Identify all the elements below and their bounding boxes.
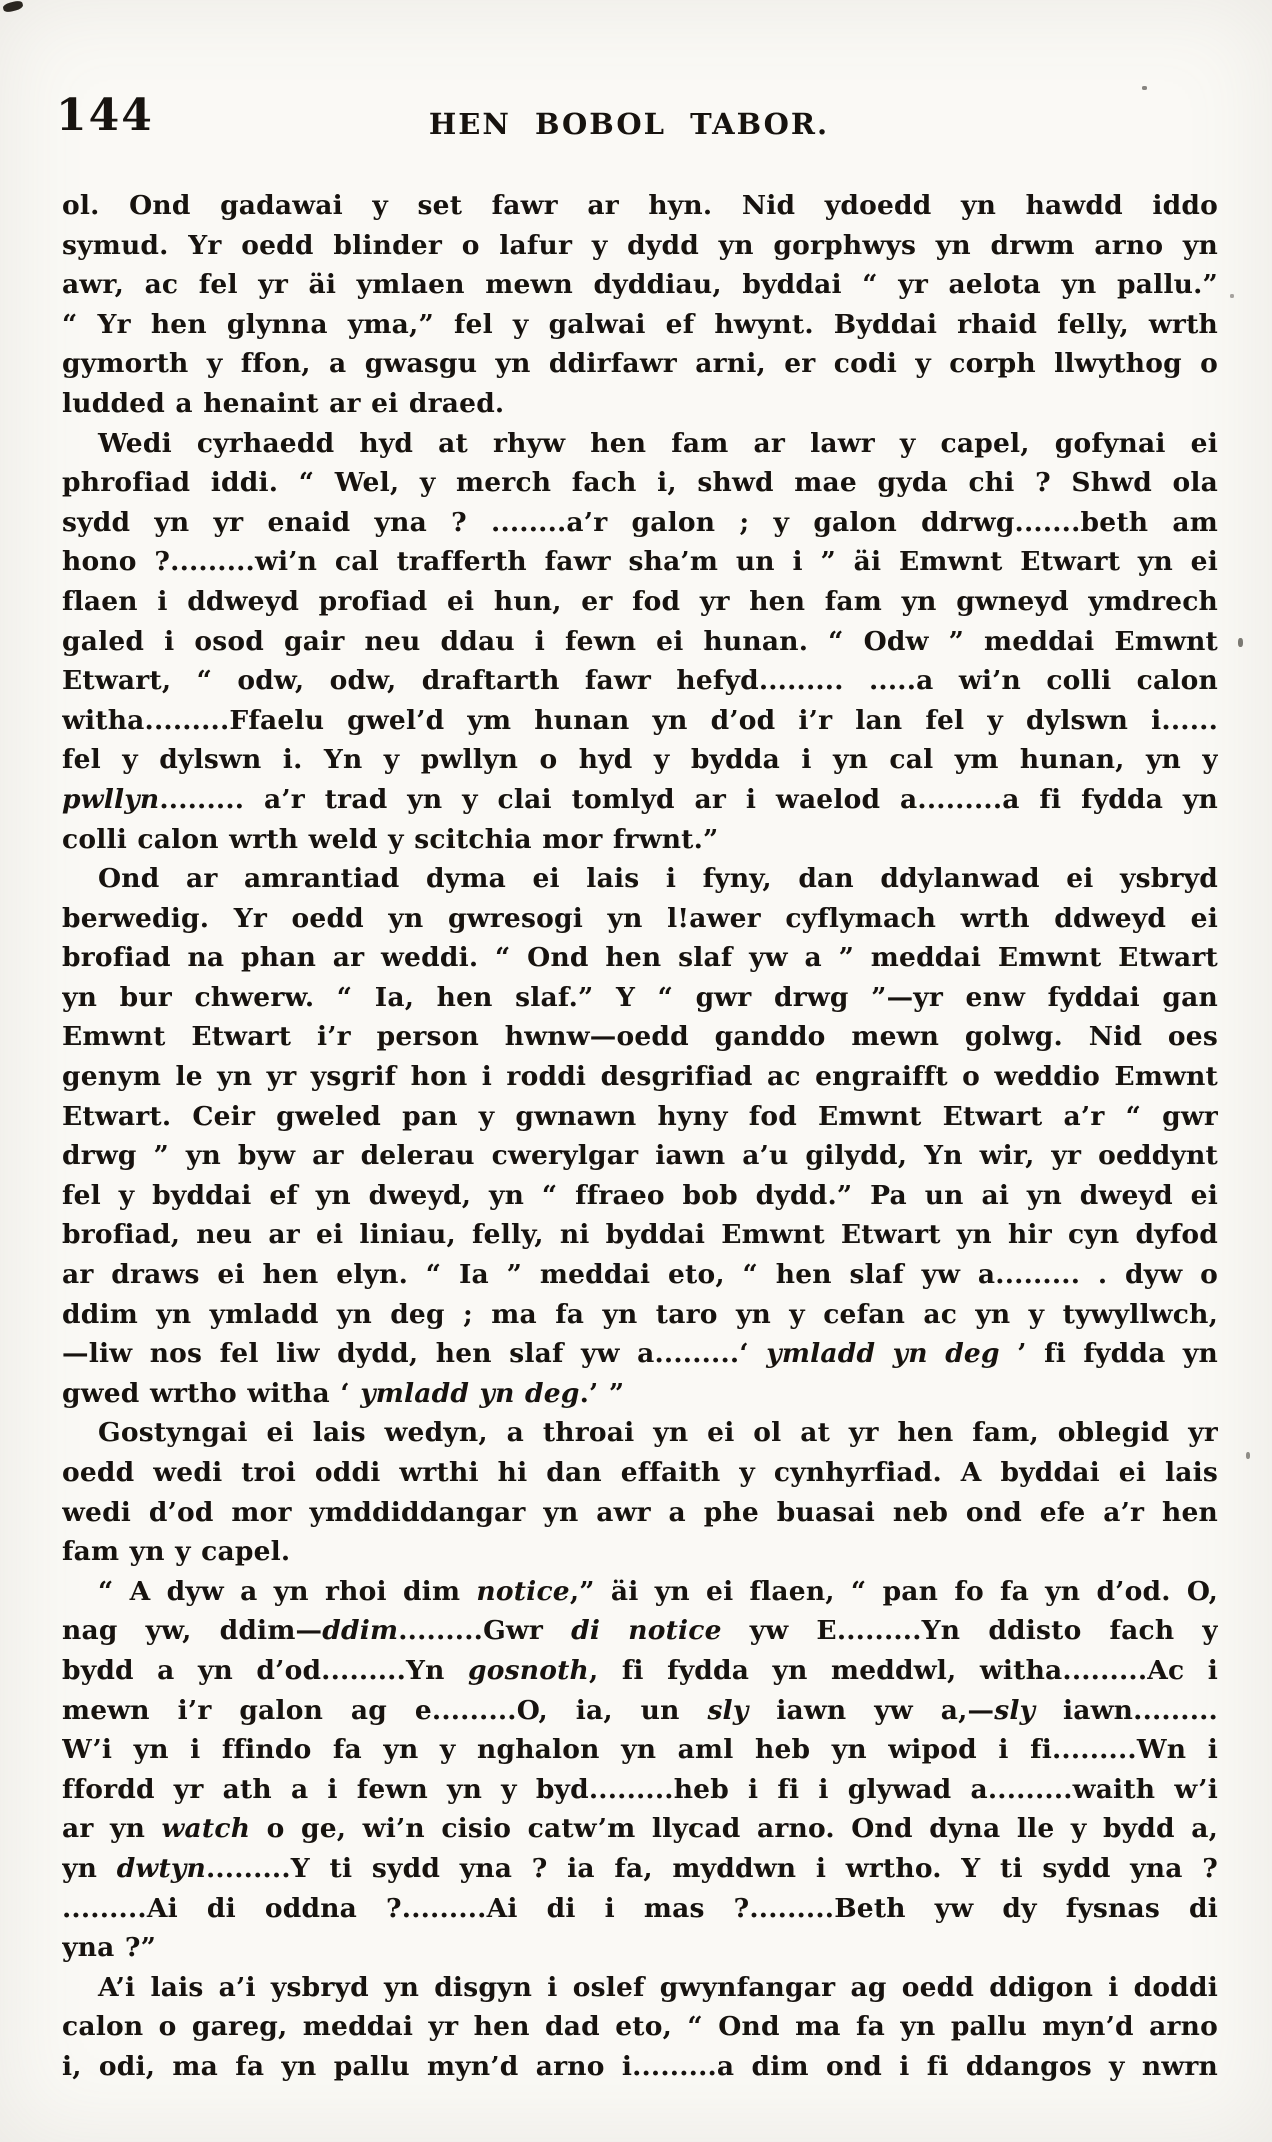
- text-run: galed i osod gair neu ddau i fewn ei hunan. “ Odw ” meddai Emwnt: [62, 625, 1218, 657]
- text-run: genym le yn yr ysgrif hon i roddi desgrifiad ac engraifft o weddio Emwnt: [62, 1061, 1218, 1093]
- text-line: [62, 1928, 1218, 1968]
- text-run: o ge, wi’n cisio catw’m llycad arno. Ond dyna lle y bydd a,: [250, 1813, 1218, 1845]
- text-line: [62, 622, 1218, 662]
- page-header: [0, 0, 1272, 170]
- italic-phrase: ymladd yn deg: [360, 1377, 580, 1409]
- text-run: ......... a’r trad yn y clai tomlyd ar i waelod a.........a fi fydda yn: [159, 783, 1218, 815]
- text-run: Emwnt Etwart i’r person hwnw—oedd ganddo mewn golwg. Nid oes: [62, 1021, 1218, 1053]
- text-line: [62, 780, 1218, 820]
- text-run: flaen i ddweyd profiad ei hun, er fod yr hen fam yn gwneyd ymdrech: [62, 585, 1218, 617]
- text-run: .........Ai di oddna ?.........Ai di i mas ?.........Beth yw dy fysnas di: [62, 1892, 1218, 1924]
- text-line: [62, 2047, 1218, 2087]
- text-run: .........Gwr: [398, 1615, 572, 1647]
- text-line: [62, 503, 1218, 543]
- italic-phrase: sly: [994, 1694, 1036, 1726]
- text-line: [62, 1730, 1218, 1770]
- text-line: [62, 899, 1218, 939]
- text-line: [62, 542, 1218, 582]
- text-line: [62, 265, 1218, 305]
- scan-speck: [1246, 1452, 1250, 1459]
- italic-phrase: notice: [476, 1575, 570, 1607]
- text-run: .’ ”: [579, 1377, 625, 1409]
- text-run: ar yn: [62, 1813, 162, 1845]
- text-run: witha.........Ffaelu gwel’d ym hunan yn d’od i’r lan fel y dylswn i......: [62, 704, 1218, 736]
- text-run: fel y dylswn i. Yn y pwllyn o hyd y bydda i yn cal ym hunan, yn y: [62, 744, 1218, 776]
- text-line: [62, 1215, 1218, 1255]
- text-line: [62, 1017, 1218, 1057]
- text-line: [62, 582, 1218, 622]
- text-run: “ A dyw a yn rhoi dim: [98, 1575, 477, 1607]
- text-line: [62, 463, 1218, 503]
- text-line: [62, 978, 1218, 1018]
- page-text: [62, 186, 1218, 2087]
- text-run: i, odi, ma fa yn pallu myn’d arno i.........a dim ond i fi ddangos y nwrn: [62, 2050, 1218, 2082]
- text-run: fel y byddai ef yn dweyd, yn “ ffraeo bob dydd.” Pa un ai yn dweyd ei: [62, 1179, 1218, 1211]
- text-line: [62, 1651, 1218, 1691]
- text-line: [62, 1136, 1218, 1176]
- text-run: bydd a yn d’od.........Yn: [62, 1654, 469, 1686]
- text-run: A’i lais a’i ysbryd yn disgyn i oslef gwynfangar ag oedd ddigon i doddi: [98, 1971, 1218, 2003]
- folio-number: 144: [56, 90, 154, 141]
- italic-phrase: ddim: [322, 1615, 399, 1647]
- text-run: brofiad, neu ar ei liniau, felly, ni byddai Emwnt Etwart yn hir cyn dyfod: [62, 1219, 1218, 1251]
- text-line: [62, 1611, 1218, 1651]
- text-run: ffordd yr ath a i fewn yn y byd.........heb i fi i glywad a.........waith w’i: [62, 1773, 1218, 1805]
- text-run: hono ?.........wi’n cal trafferth fawr sha’m un i ” äi Emwnt Etwart yn ei: [62, 546, 1218, 578]
- italic-phrase: ymladd yn deg: [766, 1338, 1000, 1370]
- text-line: [62, 1532, 1218, 1572]
- text-line: [62, 701, 1218, 741]
- text-run: yna ?”: [62, 1932, 157, 1964]
- text-run: calon o gareg, meddai yr hen dad eto, “ Ond ma fa yn pallu myn’d arno: [62, 2011, 1218, 2043]
- text-line: [62, 1889, 1218, 1929]
- text-line: [62, 1691, 1218, 1731]
- text-run: W’i yn i ffindo fa yn y nghalon yn aml heb yn wipod i fi.........Wn i: [62, 1734, 1218, 1766]
- text-run: mewn i’r galon ag e.........O, ia, un: [62, 1694, 708, 1726]
- text-run: fam yn y capel.: [62, 1536, 291, 1568]
- text-line: [62, 661, 1218, 701]
- text-run: ar draws ei hen elyn. “ Ia ” meddai eto, “ hen slaf yw a......... . dyw o: [62, 1259, 1218, 1291]
- text-run: Ond ar amrantiad dyma ei lais i fyny, dan ddylanwad ei ysbryd: [98, 863, 1218, 895]
- text-line: [62, 1809, 1218, 1849]
- text-run: nag yw, ddim—: [62, 1615, 323, 1647]
- text-line: [62, 820, 1218, 860]
- italic-phrase: gosnoth: [468, 1654, 589, 1686]
- text-run: symud. Yr oedd blinder o lafur y dydd yn gorphwys yn drwm arno yn: [62, 229, 1218, 261]
- text-line: [62, 1334, 1218, 1374]
- text-line: [62, 859, 1218, 899]
- text-run: yn bur chwerw. “ Ia, hen slaf.” Y “ gwr drwg ”—yr enw fyddai gan: [62, 981, 1218, 1013]
- scan-speck: [1230, 294, 1234, 298]
- text-run: Etwart. Ceir gweled pan y gwnawn hyny fod Emwnt Etwart a’r “ gwr: [62, 1100, 1218, 1132]
- italic-phrase: di notice: [571, 1615, 722, 1647]
- italic-phrase: dwtyn: [116, 1852, 206, 1884]
- text-line: [62, 1493, 1218, 1533]
- text-run: ludded a henaint ar ei draed.: [62, 387, 505, 419]
- text-line: [62, 186, 1218, 226]
- text-run: gwed wrtho witha ‘: [62, 1377, 361, 1409]
- text-run: berwedig. Yr oedd yn gwresogi yn l!awer cyflymach wrth ddweyd ei: [62, 902, 1218, 934]
- text-line: [62, 1295, 1218, 1335]
- text-run: ’ fi fydda yn: [999, 1338, 1218, 1370]
- text-line: [62, 1255, 1218, 1295]
- text-run: gymorth y ffon, a gwasgu yn ddirfawr arni, er codi y corph llwythog o: [62, 348, 1218, 380]
- text-line: [62, 305, 1218, 345]
- text-run: iawn.........: [1035, 1694, 1218, 1726]
- text-line: [62, 1453, 1218, 1493]
- text-line: [62, 1176, 1218, 1216]
- text-run: ol. Ond gadawai y set fawr ar hyn. Nid ydoedd yn hawdd iddo: [62, 190, 1218, 221]
- text-line: [62, 384, 1218, 424]
- text-run: phrofiad iddi. “ Wel, y merch fach i, shwd mae gyda chi ? Shwd ola: [62, 467, 1218, 499]
- text-run: —liw nos fel liw dydd, hen slaf yw a.........‘: [62, 1338, 767, 1370]
- text-run: ,” äi yn ei flaen, “ pan fo fa yn d’od. O,: [569, 1575, 1218, 1607]
- text-line: [62, 1097, 1218, 1137]
- text-run: sydd yn yr enaid yna ? ........a’r galon ; y galon ddrwg.......beth am: [62, 506, 1218, 538]
- text-line: [62, 1572, 1218, 1612]
- text-line: [62, 226, 1218, 266]
- text-run: colli calon wrth weld y scitchia mor frwnt.”: [62, 823, 719, 855]
- text-run: yn: [62, 1852, 117, 1884]
- text-line: [62, 344, 1218, 384]
- text-run: , fi fydda yn meddwl, witha.........Ac i: [589, 1654, 1218, 1686]
- italic-phrase: pwllyn: [62, 783, 160, 815]
- scan-speck: [1238, 638, 1243, 647]
- text-run: awr, ac fel yr äi ymlaen mewn dyddiau, byddai “ yr aelota yn pallu.”: [62, 269, 1218, 301]
- text-run: ddim yn ymladd yn deg ; ma fa yn taro yn y cefan ac yn y tywyllwch,: [62, 1298, 1218, 1330]
- text-line: [62, 1968, 1218, 2008]
- text-run: Wedi cyrhaedd hyd at rhyw hen fam ar lawr y capel, gofynai ei: [98, 427, 1218, 459]
- text-line: [62, 1849, 1218, 1889]
- text-line: [62, 424, 1218, 464]
- italic-phrase: watch: [161, 1813, 251, 1845]
- text-run: wedi d’od mor ymddiddangar yn awr a phe buasai neb ond efe a’r hen: [62, 1496, 1218, 1528]
- text-run: oedd wedi troi oddi wrthi hi dan effaith y cynhyrfiad. A byddai ei lais: [62, 1457, 1218, 1488]
- text-run: yw E.........Yn ddisto fach y: [721, 1615, 1218, 1647]
- text-run: drwg ” yn byw ar delerau cwerylgar iawn a’u gilydd, Yn wir, yr oeddynt: [62, 1140, 1218, 1172]
- text-line: [62, 1057, 1218, 1097]
- text-run: .........Y ti sydd yna ? ia fa, myddwn i wrtho. Y ti sydd yna ?: [205, 1852, 1218, 1884]
- text-run: “ Yr hen glynna yma,” fel y galwai ef hwynt. Byddai rhaid felly, wrth: [62, 308, 1218, 340]
- text-line: [62, 1770, 1218, 1810]
- text-line: [62, 1374, 1218, 1414]
- running-title: HEN BOBOL TABOR.: [428, 107, 830, 141]
- text-run: iawn yw a,—: [748, 1694, 995, 1726]
- text-line: [62, 2007, 1218, 2047]
- text-line: [62, 938, 1218, 978]
- italic-phrase: sly: [707, 1694, 749, 1726]
- text-line: [62, 1413, 1218, 1453]
- text-run: Gostyngai ei lais wedyn, a throai yn ei ol at yr hen fam, oblegid yr: [98, 1417, 1218, 1449]
- text-run: Etwart, “ odw, odw, draftarth fawr hefyd......... .....a wi’n colli calon: [62, 665, 1218, 697]
- text-line: [62, 740, 1218, 780]
- text-run: brofiad na phan ar weddi. “ Ond hen slaf yw a ” meddai Emwnt Etwart: [62, 942, 1218, 974]
